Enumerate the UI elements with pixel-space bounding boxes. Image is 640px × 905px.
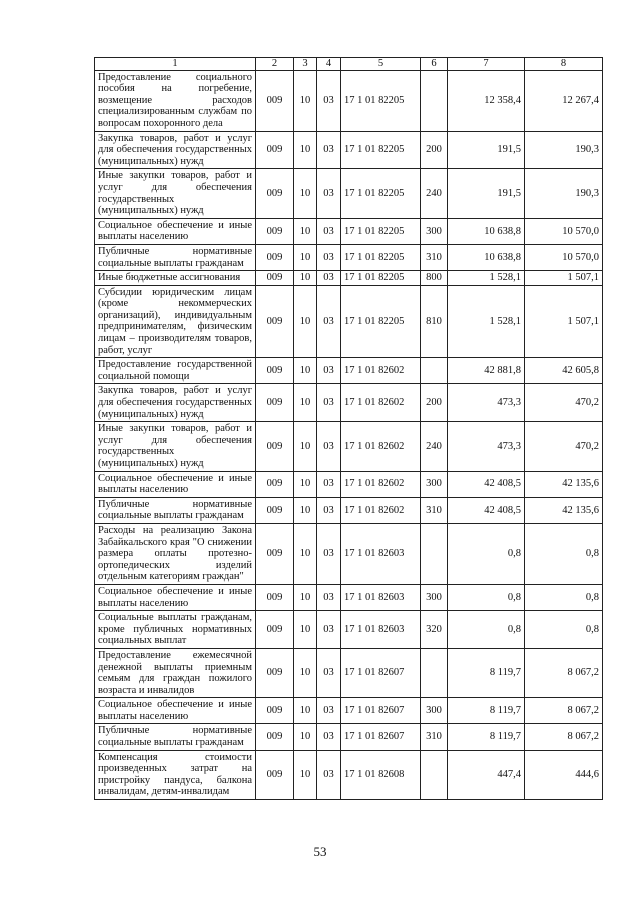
- expense-type-cell: 200: [421, 131, 448, 169]
- expense-type-cell: 800: [421, 271, 448, 286]
- amount-year1-cell: 42 408,5: [448, 497, 525, 523]
- amount-year2-cell: 0,8: [525, 611, 603, 649]
- amount-year2-cell: 12 267,4: [525, 70, 603, 131]
- amount-year1-cell: 1 528,1: [448, 285, 525, 358]
- row-name-cell: Расходы на реализацию Закона Забайкальского края "О снижении размера оплаты протезно-ортопедических изделий отдельным категориям граждан": [95, 523, 256, 584]
- amount-year1-cell: 42 881,8: [448, 358, 525, 384]
- ministry-code-cell: 009: [256, 724, 294, 750]
- section-cell: 10: [294, 131, 317, 169]
- table-row: [95, 523, 603, 584]
- subsection-cell: 03: [317, 131, 341, 169]
- target-article-cell: 17 1 01 82205: [341, 218, 421, 244]
- table-row: [95, 244, 603, 270]
- section-cell: 10: [294, 70, 317, 131]
- subsection-cell: 03: [317, 169, 341, 218]
- section-cell: 10: [294, 422, 317, 471]
- amount-year2-cell: 444,6: [525, 750, 603, 799]
- row-name-cell: Предоставление ежемесячной денежной выплаты приемным семьям для граждан пожилого возраста и инвалидов: [95, 648, 256, 697]
- table-row: [95, 471, 603, 497]
- subsection-cell: 03: [317, 698, 341, 724]
- amount-year1-cell: 42 408,5: [448, 471, 525, 497]
- col-header: 4: [317, 58, 341, 71]
- row-name-cell: Социальное обеспечение и иные выплаты населению: [95, 698, 256, 724]
- table-row: [95, 648, 603, 697]
- amount-year2-cell: 8 067,2: [525, 724, 603, 750]
- table-row: [95, 611, 603, 649]
- section-cell: 10: [294, 724, 317, 750]
- target-article-cell: 17 1 01 82602: [341, 422, 421, 471]
- subsection-cell: 03: [317, 244, 341, 270]
- amount-year2-cell: 42 135,6: [525, 497, 603, 523]
- target-article-cell: 17 1 01 82602: [341, 358, 421, 384]
- row-name-cell: Иные закупки товаров, работ и услуг для обеспечения государственных (муниципальных) нужд: [95, 422, 256, 471]
- amount-year1-cell: 8 119,7: [448, 648, 525, 697]
- expense-type-cell: 310: [421, 724, 448, 750]
- table-row: [95, 724, 603, 750]
- section-cell: 10: [294, 497, 317, 523]
- expense-type-cell: 810: [421, 285, 448, 358]
- subsection-cell: 03: [317, 285, 341, 358]
- section-cell: 10: [294, 285, 317, 358]
- expense-type-cell: 300: [421, 218, 448, 244]
- section-cell: 10: [294, 750, 317, 799]
- table-row: [95, 358, 603, 384]
- amount-year2-cell: 0,8: [525, 523, 603, 584]
- amount-year2-cell: 0,8: [525, 584, 603, 610]
- target-article-cell: 17 1 01 82205: [341, 285, 421, 358]
- budget-table: [94, 57, 603, 800]
- table-row: [95, 285, 603, 358]
- ministry-code-cell: 009: [256, 584, 294, 610]
- ministry-code-cell: 009: [256, 244, 294, 270]
- col-header: 8: [525, 58, 603, 71]
- subsection-cell: 03: [317, 218, 341, 244]
- subsection-cell: 03: [317, 70, 341, 131]
- col-header: 3: [294, 58, 317, 71]
- row-name-cell: Социальные выплаты гражданам, кроме публичных нормативных социальных выплат: [95, 611, 256, 649]
- amount-year2-cell: 1 507,1: [525, 271, 603, 286]
- target-article-cell: 17 1 01 82607: [341, 698, 421, 724]
- section-cell: 10: [294, 169, 317, 218]
- expense-type-cell: [421, 750, 448, 799]
- ministry-code-cell: 009: [256, 384, 294, 422]
- target-article-cell: 17 1 01 82205: [341, 131, 421, 169]
- ministry-code-cell: 009: [256, 698, 294, 724]
- expense-type-cell: 310: [421, 244, 448, 270]
- amount-year1-cell: 0,8: [448, 584, 525, 610]
- target-article-cell: 17 1 01 82608: [341, 750, 421, 799]
- amount-year2-cell: 10 570,0: [525, 218, 603, 244]
- row-name-cell: Социальное обеспечение и иные выплаты населению: [95, 471, 256, 497]
- expense-type-cell: [421, 70, 448, 131]
- header-row: [95, 58, 603, 71]
- section-cell: 10: [294, 384, 317, 422]
- subsection-cell: 03: [317, 648, 341, 697]
- subsection-cell: 03: [317, 584, 341, 610]
- amount-year2-cell: 10 570,0: [525, 244, 603, 270]
- amount-year2-cell: 1 507,1: [525, 285, 603, 358]
- expense-type-cell: 300: [421, 698, 448, 724]
- row-name-cell: Социальное обеспечение и иные выплаты населению: [95, 584, 256, 610]
- row-name-cell: Компенсация стоимости произведенных затрат на пристройку пандуса, балкона инвалидам, детям-инвалидам: [95, 750, 256, 799]
- target-article-cell: 17 1 01 82607: [341, 724, 421, 750]
- row-name-cell: Субсидии юридическим лицам (кроме некоммерческих организаций), индивидуальным предпринимателям, физическим лицам – производителям товаров, работ, услуг: [95, 285, 256, 358]
- row-name-cell: Предоставление социального пособия на погребение, возмещение расходов специализированным службам по вопросам похоронного дела: [95, 70, 256, 131]
- amount-year1-cell: 10 638,8: [448, 244, 525, 270]
- amount-year1-cell: 8 119,7: [448, 698, 525, 724]
- ministry-code-cell: 009: [256, 218, 294, 244]
- row-name-cell: Закупка товаров, работ и услуг для обеспечения государственных (муниципальных) нужд: [95, 131, 256, 169]
- target-article-cell: 17 1 01 82205: [341, 271, 421, 286]
- table-row: [95, 750, 603, 799]
- ministry-code-cell: 009: [256, 422, 294, 471]
- expense-type-cell: [421, 358, 448, 384]
- row-name-cell: Иные закупки товаров, работ и услуг для обеспечения государственных (муниципальных) нужд: [95, 169, 256, 218]
- section-cell: 10: [294, 698, 317, 724]
- target-article-cell: 17 1 01 82602: [341, 471, 421, 497]
- expense-type-cell: 240: [421, 169, 448, 218]
- amount-year1-cell: 0,8: [448, 611, 525, 649]
- expense-type-cell: 310: [421, 497, 448, 523]
- expense-type-cell: 300: [421, 471, 448, 497]
- amount-year1-cell: 191,5: [448, 169, 525, 218]
- amount-year1-cell: 473,3: [448, 422, 525, 471]
- target-article-cell: 17 1 01 82603: [341, 523, 421, 584]
- table-row: [95, 131, 603, 169]
- subsection-cell: 03: [317, 750, 341, 799]
- section-cell: 10: [294, 218, 317, 244]
- col-header: 2: [256, 58, 294, 71]
- expense-type-cell: 240: [421, 422, 448, 471]
- amount-year2-cell: 8 067,2: [525, 648, 603, 697]
- subsection-cell: 03: [317, 358, 341, 384]
- ministry-code-cell: 009: [256, 131, 294, 169]
- ministry-code-cell: 009: [256, 523, 294, 584]
- expense-type-cell: [421, 523, 448, 584]
- target-article-cell: 17 1 01 82602: [341, 384, 421, 422]
- section-cell: 10: [294, 358, 317, 384]
- row-name-cell: Публичные нормативные социальные выплаты гражданам: [95, 724, 256, 750]
- target-article-cell: 17 1 01 82603: [341, 584, 421, 610]
- expense-type-cell: 300: [421, 584, 448, 610]
- amount-year1-cell: 191,5: [448, 131, 525, 169]
- ministry-code-cell: 009: [256, 70, 294, 131]
- amount-year2-cell: 190,3: [525, 169, 603, 218]
- subsection-cell: 03: [317, 384, 341, 422]
- amount-year2-cell: 470,2: [525, 422, 603, 471]
- section-cell: 10: [294, 523, 317, 584]
- amount-year1-cell: 447,4: [448, 750, 525, 799]
- expense-type-cell: 320: [421, 611, 448, 649]
- table-row: [95, 218, 603, 244]
- row-name-cell: Социальное обеспечение и иные выплаты населению: [95, 218, 256, 244]
- col-header: 5: [341, 58, 421, 71]
- col-header: 7: [448, 58, 525, 71]
- subsection-cell: 03: [317, 523, 341, 584]
- table-row: [95, 271, 603, 286]
- row-name-cell: Предоставление государственной социальной помощи: [95, 358, 256, 384]
- target-article-cell: 17 1 01 82205: [341, 244, 421, 270]
- target-article-cell: 17 1 01 82205: [341, 70, 421, 131]
- table-row: [95, 384, 603, 422]
- col-header: 6: [421, 58, 448, 71]
- amount-year1-cell: 473,3: [448, 384, 525, 422]
- table-body: [95, 70, 603, 799]
- section-cell: 10: [294, 648, 317, 697]
- subsection-cell: 03: [317, 271, 341, 286]
- ministry-code-cell: 009: [256, 648, 294, 697]
- col-header: 1: [95, 58, 256, 71]
- amount-year1-cell: 12 358,4: [448, 70, 525, 131]
- ministry-code-cell: 009: [256, 750, 294, 799]
- subsection-cell: 03: [317, 611, 341, 649]
- subsection-cell: 03: [317, 422, 341, 471]
- amount-year1-cell: 0,8: [448, 523, 525, 584]
- section-cell: 10: [294, 244, 317, 270]
- ministry-code-cell: 009: [256, 358, 294, 384]
- amount-year2-cell: 42 605,8: [525, 358, 603, 384]
- target-article-cell: 17 1 01 82607: [341, 648, 421, 697]
- subsection-cell: 03: [317, 724, 341, 750]
- amount-year1-cell: 1 528,1: [448, 271, 525, 286]
- ministry-code-cell: 009: [256, 271, 294, 286]
- target-article-cell: 17 1 01 82603: [341, 611, 421, 649]
- table-row: [95, 698, 603, 724]
- section-cell: 10: [294, 611, 317, 649]
- expense-type-cell: [421, 648, 448, 697]
- ministry-code-cell: 009: [256, 497, 294, 523]
- amount-year1-cell: 10 638,8: [448, 218, 525, 244]
- target-article-cell: 17 1 01 82602: [341, 497, 421, 523]
- target-article-cell: 17 1 01 82205: [341, 169, 421, 218]
- section-cell: 10: [294, 584, 317, 610]
- table-row: [95, 169, 603, 218]
- amount-year1-cell: 8 119,7: [448, 724, 525, 750]
- amount-year2-cell: 42 135,6: [525, 471, 603, 497]
- ministry-code-cell: 009: [256, 169, 294, 218]
- amount-year2-cell: 8 067,2: [525, 698, 603, 724]
- section-cell: 10: [294, 471, 317, 497]
- ministry-code-cell: 009: [256, 471, 294, 497]
- table-row: [95, 422, 603, 471]
- table-row: [95, 497, 603, 523]
- ministry-code-cell: 009: [256, 285, 294, 358]
- subsection-cell: 03: [317, 471, 341, 497]
- table-row: [95, 584, 603, 610]
- section-cell: 10: [294, 271, 317, 286]
- row-name-cell: Закупка товаров, работ и услуг для обеспечения государственных (муниципальных) нужд: [95, 384, 256, 422]
- row-name-cell: Публичные нормативные социальные выплаты гражданам: [95, 244, 256, 270]
- table-row: [95, 70, 603, 131]
- subsection-cell: 03: [317, 497, 341, 523]
- amount-year2-cell: 470,2: [525, 384, 603, 422]
- ministry-code-cell: 009: [256, 611, 294, 649]
- row-name-cell: Публичные нормативные социальные выплаты гражданам: [95, 497, 256, 523]
- amount-year2-cell: 190,3: [525, 131, 603, 169]
- page-number: 53: [313, 844, 327, 859]
- row-name-cell: Иные бюджетные ассигнования: [95, 271, 256, 286]
- expense-type-cell: 200: [421, 384, 448, 422]
